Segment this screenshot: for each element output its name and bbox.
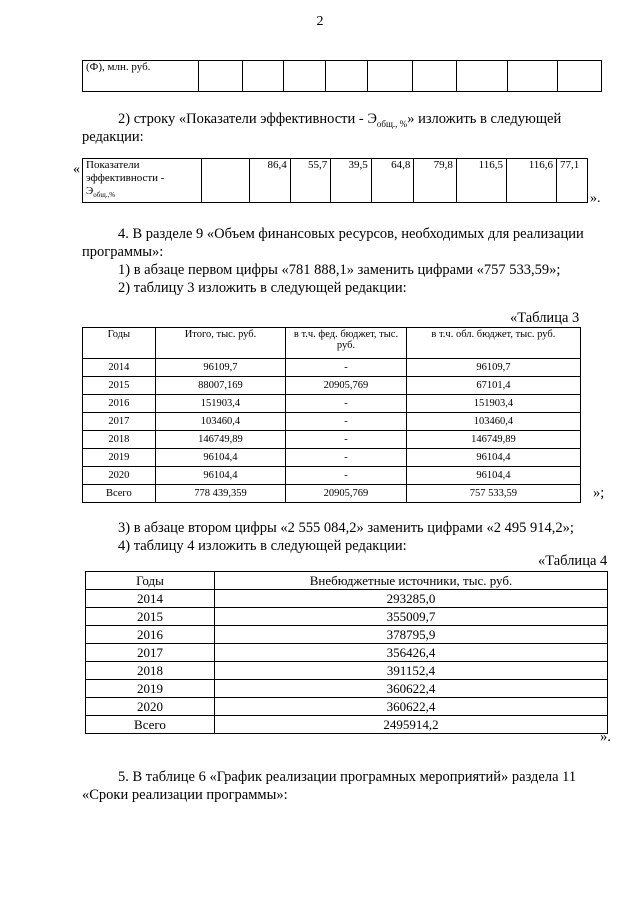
table-3 (82, 327, 581, 503)
paragraph-eff-line1 (118, 110, 608, 133)
table-cell: Всего (86, 716, 215, 734)
table-header-cell: Итого, тыс. руб. (155, 328, 285, 359)
table-row (86, 698, 608, 716)
table-row (86, 716, 608, 734)
table-row (83, 431, 581, 449)
table3-close-quote: »; (593, 485, 605, 501)
table-cell: - (286, 395, 407, 413)
table-cell: - (286, 413, 407, 431)
table-header-cell: в т.ч. обл. бюджет, тыс. руб. (406, 328, 580, 359)
table-row (86, 608, 608, 626)
table-cell: 2017 (86, 644, 215, 662)
table-cell: 2017 (83, 413, 156, 431)
table-row (83, 395, 581, 413)
table-cell: 2016 (83, 395, 156, 413)
table-cell: 103460,4 (155, 413, 285, 431)
table-row (86, 590, 608, 608)
table-cell: 2015 (86, 608, 215, 626)
table-cell: 96104,4 (406, 449, 580, 467)
text: Э (86, 185, 94, 197)
table4-caption: «Таблица 4 (538, 553, 608, 569)
table-cell: 391152,4 (215, 662, 608, 680)
table-row (83, 61, 602, 92)
table-cell (558, 61, 602, 92)
section5-line2: «Сроки реализации программы»: (82, 787, 288, 803)
section5-line1: 5. В таблице 6 «График реализации програмных мероприятий» раздела 11 (118, 769, 577, 785)
table-cell (199, 61, 243, 92)
table-cell: 151903,4 (155, 395, 285, 413)
open-quote: « (73, 162, 80, 177)
table-row (86, 680, 608, 698)
close-quote: ». (590, 191, 601, 206)
table-cell (367, 61, 412, 92)
table-cell: 67101,4 (406, 377, 580, 395)
section4-line4: 2) таблицу 3 изложить в следующей редакции: (118, 280, 407, 296)
text: 2) строку «Показатели эффективности - Э (118, 111, 377, 127)
table-cell: 2014 (83, 359, 156, 377)
table-cell: 146749,89 (155, 431, 285, 449)
table-cell: 2019 (83, 449, 156, 467)
table-cell (202, 159, 250, 203)
paragraph-eff-line2: редакции: (82, 129, 144, 145)
table-row (83, 413, 581, 431)
table-cell: 96104,4 (406, 467, 580, 485)
table-cell: 355009,7 (215, 608, 608, 626)
table-header-cell: в т.ч. фед. бюджет, тыс. руб. (286, 328, 407, 359)
table-cell-label (83, 159, 202, 203)
table-cell: - (286, 449, 407, 467)
table-cell (242, 61, 284, 92)
table-header-row (83, 328, 581, 359)
table-cell: 146749,89 (406, 431, 580, 449)
section4-line3: 1) в абзаце первом цифры «781 888,1» заменить цифрами «757 533,59»; (118, 262, 561, 278)
table-cell: 151903,4 (406, 395, 580, 413)
table-cell: 55,7 (290, 159, 330, 203)
table-cell: 2016 (86, 626, 215, 644)
table-row (86, 626, 608, 644)
table-header-cell: Внебюджетные источники, тыс. руб. (215, 572, 608, 590)
table-cell: 2014 (86, 590, 215, 608)
text: Показатели (86, 159, 140, 171)
table-cell: 96104,4 (155, 467, 285, 485)
table-cell: (Ф), млн. руб. (83, 61, 199, 92)
table-cell: 20905,769 (286, 377, 407, 395)
table-cell: Всего (83, 485, 156, 503)
table-cell (326, 61, 368, 92)
table-cell: 757 533,59 (406, 485, 580, 503)
table-cell: 116,6 (506, 159, 556, 203)
table-cell: 360622,4 (215, 698, 608, 716)
para3-line1: 3) в абзаце втором цифры «2 555 084,2» заменить цифрами «2 495 914,2»; (118, 520, 574, 536)
table-cell (412, 61, 457, 92)
table-cell: 360622,4 (215, 680, 608, 698)
table-cell: - (286, 467, 407, 485)
table4-close-quote: ». (600, 729, 611, 745)
table-cell: 2020 (83, 467, 156, 485)
table-cell: 20905,769 (286, 485, 407, 503)
text: эффективности - (86, 172, 165, 184)
table-top-fragment (82, 60, 602, 92)
table-cell: 2015 (83, 377, 156, 395)
table-cell: 293285,0 (215, 590, 608, 608)
page-number: 2 (316, 14, 324, 29)
table-row (83, 359, 581, 377)
table-cell: 96104,4 (155, 449, 285, 467)
table-header-row (86, 572, 608, 590)
table-cell: 378795,9 (215, 626, 608, 644)
table-cell: 2019 (86, 680, 215, 698)
table-cell: 77,1 (557, 159, 588, 203)
table-cell (457, 61, 508, 92)
section4-line1: 4. В разделе 9 «Объем финансовых ресурсов, необходимых для реализации (118, 226, 584, 242)
table-row (83, 449, 581, 467)
table-cell: 2020 (86, 698, 215, 716)
subscript: общ.,% (93, 191, 116, 200)
table-cell: - (286, 431, 407, 449)
table-header-cell: Годы (86, 572, 215, 590)
table-cell: 2018 (86, 662, 215, 680)
table-cell: 778 439,359 (155, 485, 285, 503)
table-cell: 96109,7 (406, 359, 580, 377)
table-cell: 116,5 (456, 159, 506, 203)
table-cell: 86,4 (250, 159, 290, 203)
table-cell: 39,5 (331, 159, 371, 203)
table-cell: 2495914,2 (215, 716, 608, 734)
table-cell (508, 61, 558, 92)
table-cell (284, 61, 326, 92)
table-4 (85, 571, 608, 734)
table-row (86, 662, 608, 680)
table-cell: 103460,4 (406, 413, 580, 431)
table-efficiency (82, 158, 588, 203)
text: » изложить в следующей (407, 111, 562, 127)
table-cell: 79,8 (414, 159, 457, 203)
table-cell: - (286, 359, 407, 377)
subscript: общ., % (376, 118, 408, 129)
table-row (83, 467, 581, 485)
section4-line2: программы»: (82, 244, 164, 260)
table-row (83, 485, 581, 503)
table-cell: 96109,7 (155, 359, 285, 377)
table-row (83, 159, 588, 203)
table-row (83, 377, 581, 395)
table-cell: 2018 (83, 431, 156, 449)
para3-line2: 4) таблицу 4 изложить в следующей редакции: (118, 538, 407, 554)
table-row (86, 644, 608, 662)
table-cell: 356426,4 (215, 644, 608, 662)
table3-caption: «Таблица 3 (510, 310, 580, 326)
table-cell: 64,8 (371, 159, 414, 203)
table-header-cell: Годы (83, 328, 156, 359)
table-cell: 88007,169 (155, 377, 285, 395)
